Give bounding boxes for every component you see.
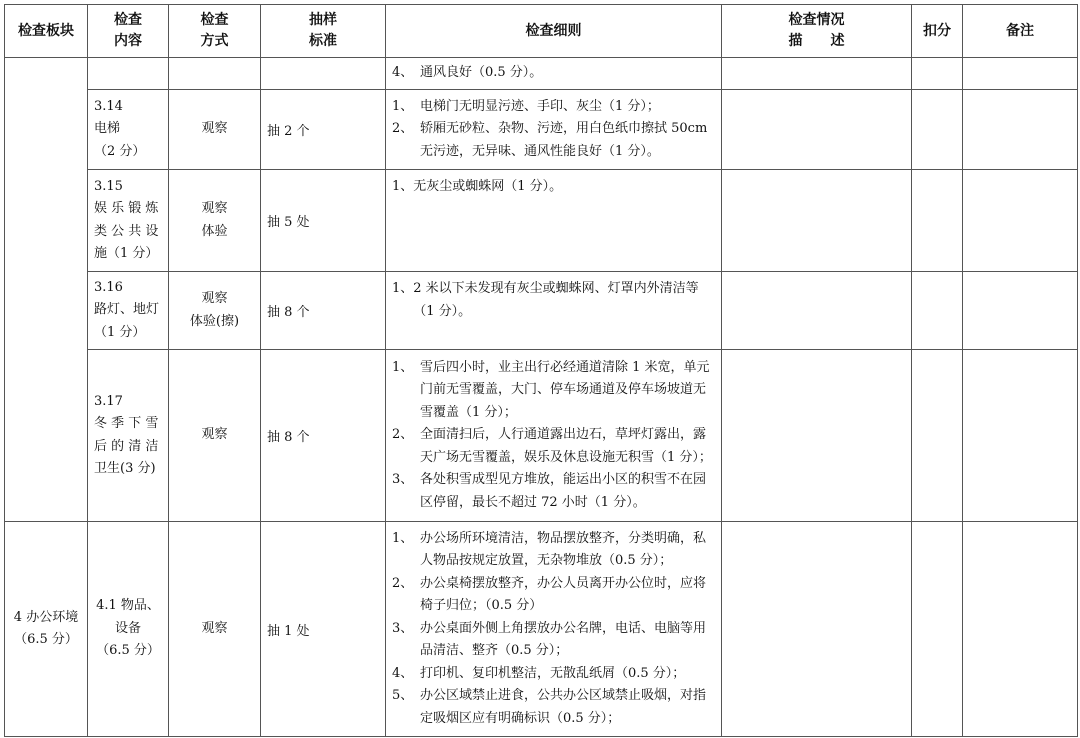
sample-cell: 抽 8 个 <box>261 350 386 522</box>
content-cell <box>88 58 169 90</box>
detail-item: 3、 各处积雪成型见方堆放，能运出小区的积雪不在园区停留，最长不超过 72 小时（1 分）。 <box>392 472 707 510</box>
header-block: 检查板块 <box>5 5 88 58</box>
detail-item: 1、 雪后四小时，业主出行必经通道清除 1 米宽，单元门前无雪覆盖，大门、停车场通道及停车场坡道无雪覆盖（1 分）； <box>392 359 710 420</box>
sample-cell: 抽 8 个 <box>261 272 386 350</box>
detail-item: 2、 全面清扫后，人行通道露出边石，草坪灯露出，露天广场无雪覆盖，娱乐及休息设施无积雪（1 分）； <box>392 427 712 465</box>
content-cell: 3.17 冬 季 下 雪 后 的 清 洁 卫生(3 分) <box>88 350 169 522</box>
block-cell: 4 办公环境 （6.5 分） <box>5 522 88 737</box>
block-cell-empty <box>5 58 88 522</box>
detail-item: 1、 2 米以下未发现有灰尘或蜘蛛网、灯罩内外清洁等（1 分）。 <box>392 281 699 319</box>
situation-cell <box>722 90 912 170</box>
method-cell: 观察 体验 <box>169 170 261 272</box>
content-cell: 4.1 物品、 设备 （6.5 分） <box>88 522 169 737</box>
table-row <box>5 350 1078 522</box>
details-cell <box>386 90 722 170</box>
detail-item: 4、 打印机、复印机整洁，无散乱纸屑（0.5 分）； <box>392 665 686 681</box>
method-cell: 观察 <box>169 90 261 170</box>
sample-cell <box>261 58 386 90</box>
method-cell: 观察 <box>169 350 261 522</box>
situation-cell <box>722 170 912 272</box>
sample-cell: 抽 5 处 <box>261 170 386 272</box>
details-cell <box>386 272 722 350</box>
table-row <box>5 58 1078 90</box>
remarks-cell <box>963 58 1078 90</box>
header-remarks: 备注 <box>963 5 1078 58</box>
table-row <box>5 272 1078 350</box>
header-row <box>5 5 1078 58</box>
deduct-cell <box>912 522 963 737</box>
deduct-cell <box>912 90 963 170</box>
detail-item: 5、 办公区域禁止进食，公共办公区域禁止吸烟，对指定吸烟区应有明确标识（0.5 分）； <box>392 688 707 726</box>
detail-item: 2、 轿厢无砂粒、杂物、污迹，用白色纸巾擦拭 50cm 无污迹，无异味、通风性能良好（1 分）。 <box>392 121 708 159</box>
method-cell <box>169 58 261 90</box>
sample-cell: 抽 2 个 <box>261 90 386 170</box>
details-cell <box>386 350 722 522</box>
table-row <box>5 90 1078 170</box>
deduct-cell <box>912 350 963 522</box>
content-cell: 3.16 路灯、地灯 （1 分） <box>88 272 169 350</box>
situation-cell <box>722 58 912 90</box>
remarks-cell <box>963 90 1078 170</box>
header-deduct: 扣分 <box>912 5 963 58</box>
header-situation: 检查情况 描 述 <box>722 5 912 58</box>
content-cell: 3.15 娱 乐 锻 炼 类 公 共 设 施（1 分） <box>88 170 169 272</box>
detail-item: 2、 办公桌椅摆放整齐，办公人员离开办公位时，应将椅子归位；（0.5 分） <box>392 575 707 614</box>
deduct-cell <box>912 170 963 272</box>
details-cell <box>386 522 722 737</box>
header-content: 检查 内容 <box>88 5 169 58</box>
header-sample: 抽样 标准 <box>261 5 386 58</box>
deduct-cell <box>912 58 963 90</box>
header-method: 检查 方式 <box>169 5 261 58</box>
content-cell: 3.14 电梯 （2 分） <box>88 90 169 170</box>
remarks-cell <box>963 272 1078 350</box>
detail-item: 1、 无灰尘或蜘蛛网（1 分）。 <box>392 179 563 194</box>
details-cell <box>386 58 722 90</box>
situation-cell <box>722 522 912 737</box>
sample-cell: 抽 1 处 <box>261 522 386 737</box>
remarks-cell <box>963 350 1078 522</box>
table-row <box>5 170 1078 272</box>
header-details: 检查细则 <box>386 5 722 58</box>
remarks-cell <box>963 170 1078 272</box>
situation-cell <box>722 272 912 350</box>
detail-item: 4、 通风良好（0.5 分）。 <box>392 65 543 81</box>
inspection-table <box>4 4 1078 737</box>
table-row <box>5 522 1078 737</box>
method-cell: 观察 <box>169 522 261 737</box>
situation-cell <box>722 350 912 522</box>
details-cell <box>386 170 722 272</box>
detail-item: 1、 办公场所环境清洁，物品摆放整齐，分类明确，私人物品按规定放置，无杂物堆放（0.5 分）； <box>392 530 707 569</box>
detail-item: 3、 办公桌面外侧上角摆放办公名牌，电话、电脑等用品清洁、整齐（0.5 分）； <box>392 620 707 659</box>
detail-item: 1、 电梯门无明显污迹、手印、灰尘（1 分）； <box>392 98 660 114</box>
remarks-cell <box>963 522 1078 737</box>
method-cell: 观察 体验(擦) <box>169 272 261 350</box>
deduct-cell <box>912 272 963 350</box>
